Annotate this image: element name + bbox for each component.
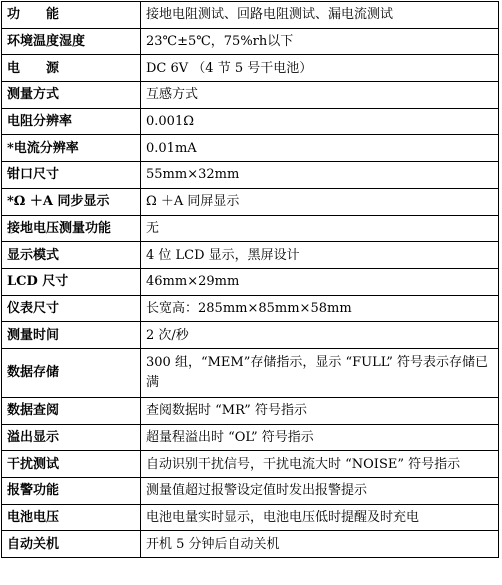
row-key: 溢出显示: [2, 424, 141, 451]
row-key: *电流分辨率: [2, 135, 141, 162]
row-value: 长宽高：285mm×85mm×58mm: [141, 295, 499, 322]
row-key: 仪表尺寸: [2, 295, 141, 322]
row-value: 0.001Ω: [141, 108, 499, 135]
table-row: [2, 2, 499, 29]
row-value: 接地电阻测试、回路电阻测试、漏电流测试: [141, 2, 499, 29]
row-key: 干扰测试: [2, 451, 141, 478]
row-key: 测量时间: [2, 322, 141, 349]
row-value: 无: [141, 215, 499, 242]
row-value: 55mm×32mm: [141, 162, 499, 189]
table-row: [2, 322, 499, 349]
row-key: 数据存储: [2, 348, 141, 397]
row-value: 自动识别干扰信号，干扰电流大时 “NOISE” 符号指示: [141, 451, 499, 478]
table-row: [2, 242, 499, 269]
row-key: 功 能: [2, 2, 141, 29]
row-value: 查阅数据时 “MR” 符号指示: [141, 397, 499, 424]
table-row: [2, 424, 499, 451]
row-key: 自动关机: [2, 531, 141, 558]
row-key: 电 源: [2, 55, 141, 82]
table-row: [2, 348, 499, 397]
row-key: LCD 尺寸: [2, 268, 141, 295]
row-key: 电阻分辨率: [2, 108, 141, 135]
row-value: 4 位 LCD 显示，黑屏设计: [141, 242, 499, 269]
row-value: 超量程溢出时 “OL” 符号指示: [141, 424, 499, 451]
table-row: [2, 215, 499, 242]
row-key: 显示模式: [2, 242, 141, 269]
table-row: [2, 135, 499, 162]
table-row: [2, 188, 499, 215]
table-row: [2, 55, 499, 82]
row-value: 46mm×29mm: [141, 268, 499, 295]
table-row: [2, 82, 499, 109]
row-value: DC 6V （4 节 5 号干电池）: [141, 55, 499, 82]
row-value: 300 组，“MEM”存储指示，显示 “FULL” 符号表示存储已满: [141, 348, 499, 397]
row-key: 接地电压测量功能: [2, 215, 141, 242]
row-value: 电池电量实时显示，电池电压低时提醒及时充电: [141, 504, 499, 531]
table-row: [2, 504, 499, 531]
row-key: 数据查阅: [2, 397, 141, 424]
table-row: [2, 397, 499, 424]
spec-table: [1, 1, 499, 558]
table-row: [2, 531, 499, 558]
row-value: 测量值超过报警设定值时发出报警提示: [141, 478, 499, 505]
row-value: 0.01mA: [141, 135, 499, 162]
table-row: [2, 162, 499, 189]
row-value: 互感方式: [141, 82, 499, 109]
row-key: *Ω ＋A 同步显示: [2, 188, 141, 215]
table-row: [2, 295, 499, 322]
row-key: 报警功能: [2, 478, 141, 505]
row-key: 测量方式: [2, 82, 141, 109]
table-row: [2, 451, 499, 478]
row-value: Ω ＋A 同屏显示: [141, 188, 499, 215]
row-value: 23℃±5℃，75%rh以下: [141, 28, 499, 55]
row-value: 2 次/秒: [141, 322, 499, 349]
row-key: 钳口尺寸: [2, 162, 141, 189]
table-row: [2, 478, 499, 505]
row-key: 电池电压: [2, 504, 141, 531]
row-key: 环境温度湿度: [2, 28, 141, 55]
table-row: [2, 28, 499, 55]
table-row: [2, 268, 499, 295]
table-row: [2, 108, 499, 135]
row-value: 开机 5 分钟后自动关机: [141, 531, 499, 558]
